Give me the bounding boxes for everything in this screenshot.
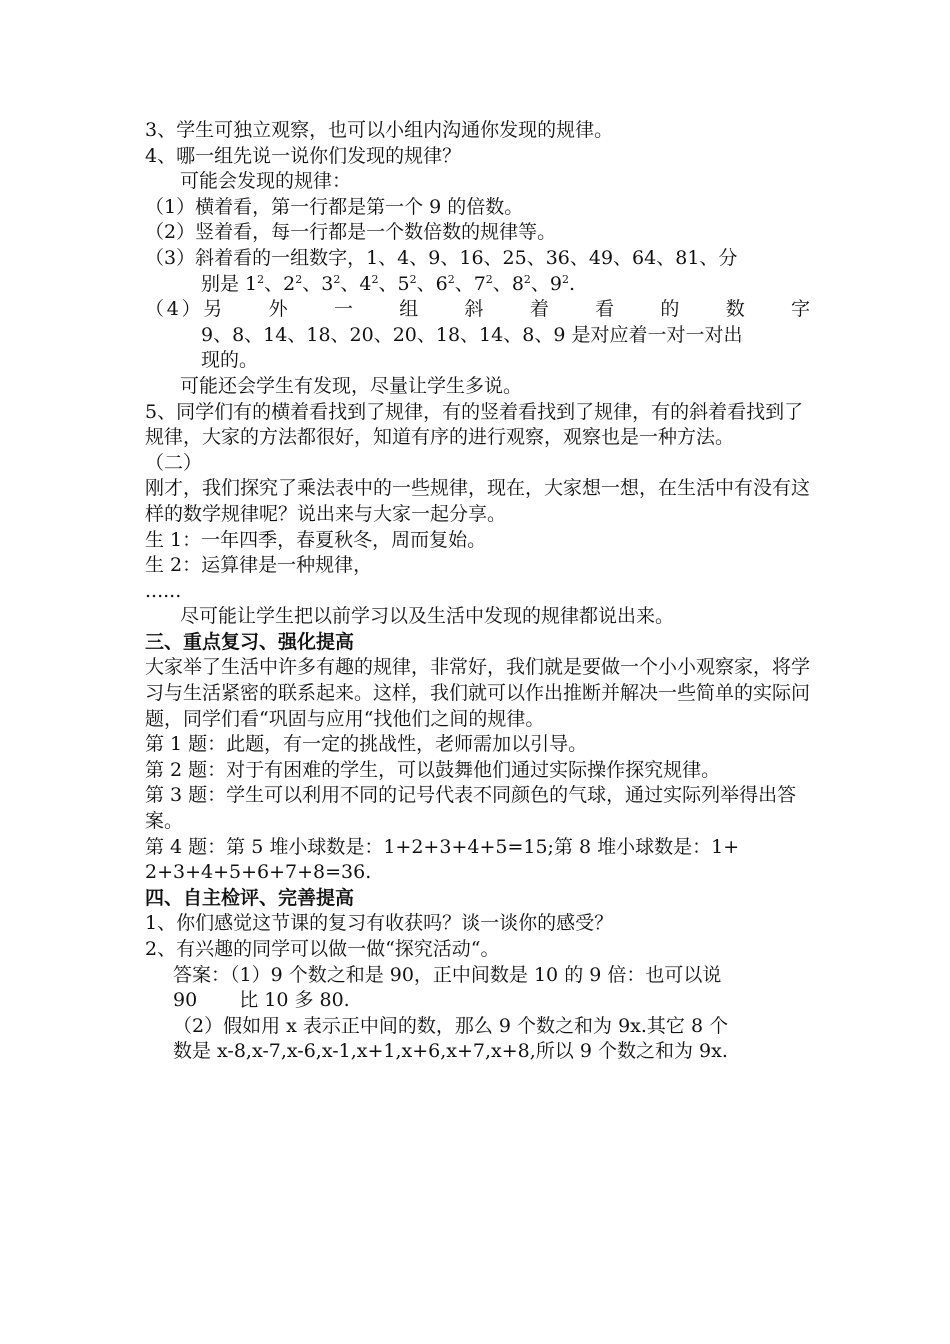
- square-term: $9^2$: [549, 272, 570, 295]
- square-term: $8^2$: [511, 272, 531, 295]
- square-term: $2^2$: [283, 272, 303, 295]
- square-term: $3^2$: [321, 272, 341, 295]
- square-exponent: 2: [523, 272, 531, 286]
- answer-2-line2: 数是 x-8,x-7,x-6,x-1,x+1,x+6,x+7,x+8,所以 9 个数之和为 9x.: [173, 1040, 728, 1063]
- squares-list: [245, 273, 575, 295]
- paragraph-encourage: 尽可能让学生把以前学习以及生活中发现的规律都说出来。: [180, 605, 675, 628]
- section-two-marker: （二）: [145, 451, 203, 474]
- rule-item-2: （2）竖着看，每一行都是一个数倍数的规律等。: [145, 221, 557, 244]
- square-exponent: 2: [409, 272, 417, 286]
- square-exponent: 2: [562, 272, 570, 286]
- answer-1-number: 90: [173, 989, 198, 1012]
- rule-item-1: （1）横着看，第一行都是第一个 9 的倍数。: [145, 195, 524, 218]
- rule-item-4-line1: （4）另 外 一 组 斜 着 看 的 数 字: [145, 298, 810, 321]
- square-exponent: 2: [371, 272, 379, 286]
- square-exponent: 2: [257, 272, 265, 286]
- separator: 、: [264, 272, 284, 295]
- square-term: $7^2$: [473, 272, 493, 295]
- paragraph-life-rules: 刚才，我们探究了乘法表中的一些规律，现在，大家想一想，在生活中有没有这样的数学规律呢？说出来与大家一起分享。: [145, 477, 811, 525]
- reflection-question-2: 2、有兴趣的同学可以做一做“探究活动“。: [145, 938, 500, 960]
- separator: .: [569, 272, 576, 295]
- exercise-1: 第 1 题：此题，有一定的挑战性，老师需加以引导。: [145, 733, 588, 756]
- heading-section-4: 四、自主检评、完善提高: [145, 886, 355, 909]
- reflection-question-1: 1、你们感觉这节课的复习有收获吗？谈一谈你的感受？: [145, 912, 614, 935]
- exercise-2: 第 2 题：对于有困难的学生，可以鼓舞他们通过实际操作探究规律。: [145, 758, 721, 781]
- exercise-4-line2: 2+3+4+5+6+7+8=36.: [145, 861, 372, 884]
- student-answer-1: 生 1：一年四季，春夏秋冬，周而复始。: [145, 528, 487, 551]
- exercise-4-line1: 第 4 题：第 5 堆小球数是：1+2+3+4+5=15;第 8 堆小球数是：1+: [145, 835, 740, 858]
- square-term: $4^2$: [359, 272, 379, 295]
- separator: 、: [340, 272, 360, 295]
- paragraph-step3: 3、学生可独立观察，也可以小组内沟通你发现的规律。: [145, 119, 614, 141]
- document-page: [145, 118, 810, 1065]
- separator: 、: [378, 272, 398, 295]
- square-exponent: 2: [485, 272, 493, 286]
- paragraph-more-findings: 可能还会学生有发现，尽量让学生多说。: [180, 374, 523, 397]
- answer-1-line1: 答案：（1）9 个数之和是 90，正中间数是 10 的 9 倍：也可以说: [173, 963, 722, 986]
- paragraph-step5: 5、同学们有的横着看找到了规律，有的竖着看找到了规律，有的斜着看找到了规律，大家的方法都很好，知道有序的进行观察，观察也是一种方法。: [145, 400, 804, 449]
- square-exponent: 2: [295, 272, 303, 286]
- square-term: $1^2$: [245, 272, 265, 295]
- separator: 、: [492, 272, 512, 295]
- separator: 、: [530, 272, 550, 295]
- answer-2-line1: （2）假如用 x 表示正中间的数，那么 9 个数之和为 9x.其它 8 个: [173, 1014, 729, 1037]
- paragraph-step4: 4、哪一组先说一说你们发现的规律？: [145, 144, 462, 167]
- rule-item-3-line1: （3）斜着看的一组数字，1、4、9、16、25、36、49、64、81、分: [145, 246, 738, 269]
- separator: 、: [416, 272, 436, 295]
- separator: 、: [302, 272, 322, 295]
- rule-item-3-prefix: 别是: [201, 272, 246, 295]
- square-exponent: 2: [447, 272, 455, 286]
- rule-item-3-line2: [145, 272, 810, 298]
- rule-item-4-line2: 9、8、14、18、20、20、18、14、8、9 是对应着一对一对出: [201, 323, 743, 346]
- heading-section-3: 三、重点复习、强化提高: [145, 630, 355, 653]
- answer-1-line2: [145, 988, 810, 1014]
- exercise-3: 第 3 题：学生可以利用不同的记号代表不同颜色的气球，通过实际列举得出答案。: [145, 784, 797, 833]
- paragraph-possible-rules: 可能会发现的规律：: [180, 170, 352, 193]
- square-exponent: 2: [333, 272, 341, 286]
- answer-1-rest: 比 10 多 80.: [239, 989, 350, 1012]
- separator: 、: [454, 272, 474, 295]
- paragraph-observer: 大家举了生活中许多有趣的规律，非常好，我们就是要做一个小小观察家，将学习与生活紧密的联系起来。这样，我们就可以作出推断并解决一些简单的实际问题，同学们看“巩固与应用“找他们之间的规律。: [145, 656, 811, 730]
- rule-item-4-line3: 现的。: [201, 349, 259, 372]
- student-answer-2: 生 2：运算律是一种规律，: [145, 554, 373, 577]
- square-term: $6^2$: [435, 272, 455, 295]
- ellipsis-line: ......: [145, 579, 182, 602]
- square-term: $5^2$: [397, 272, 417, 295]
